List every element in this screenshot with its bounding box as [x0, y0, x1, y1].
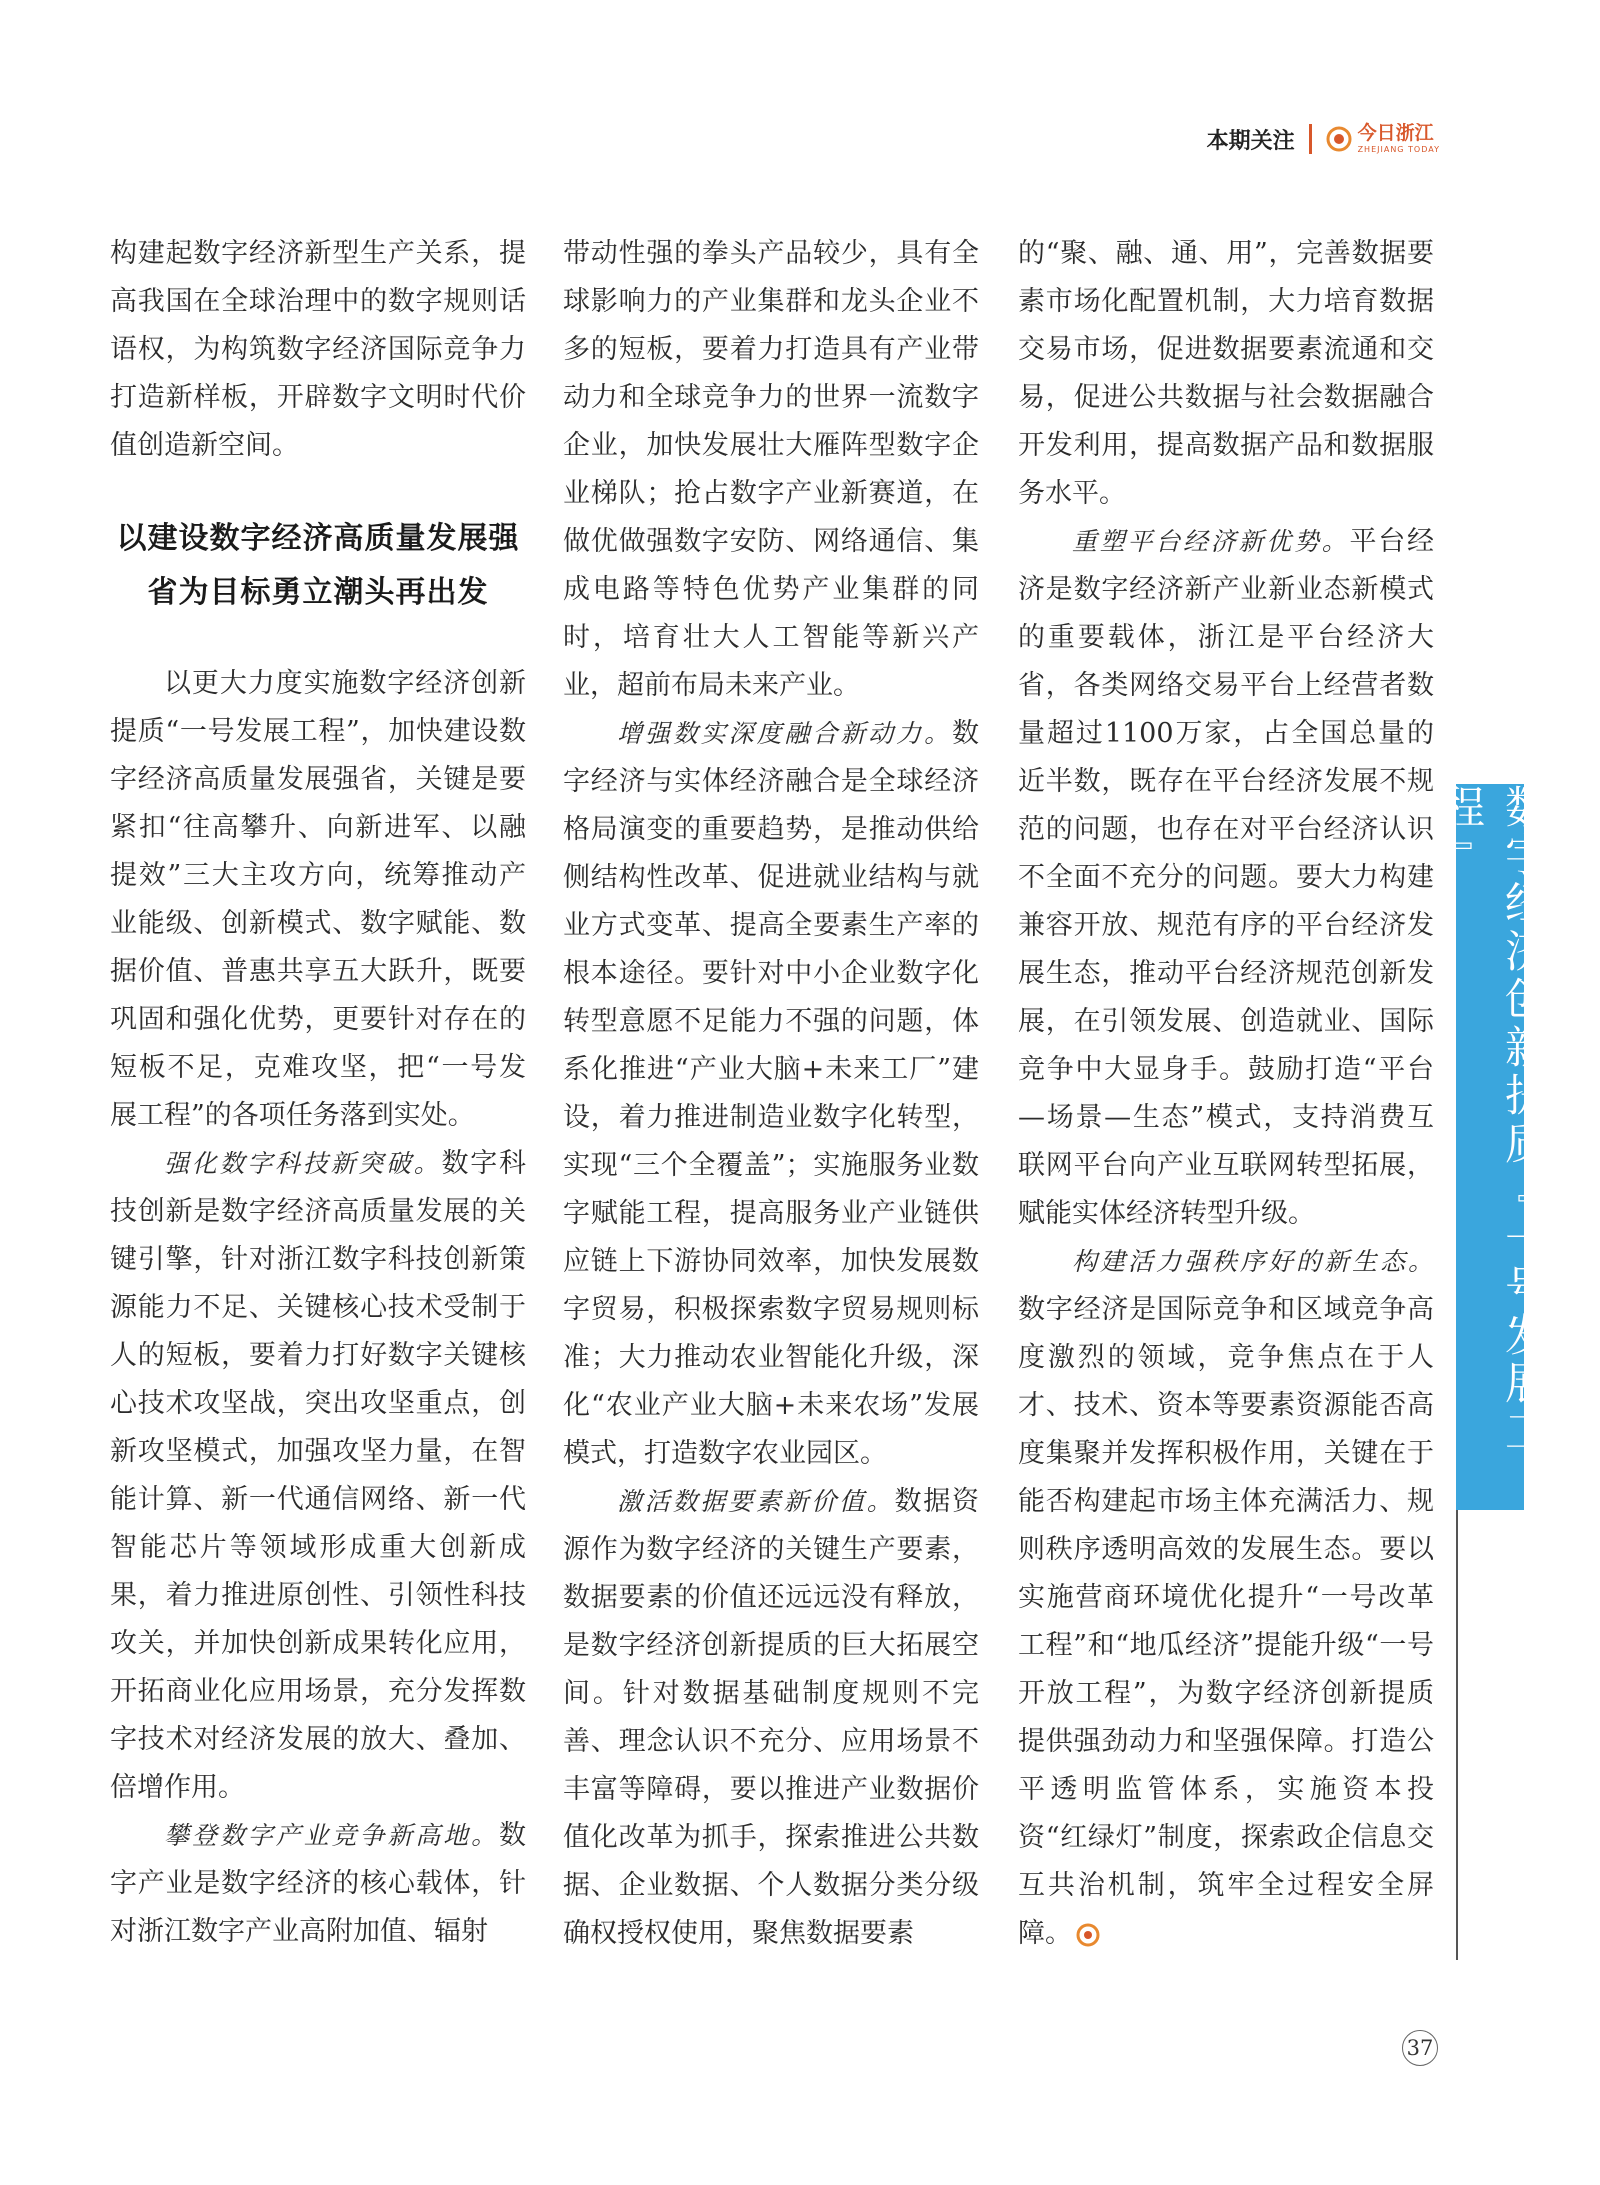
- paragraph: 带动性强的拳头产品较少，具有全球影响力的产业集群和龙头企业不多的短板，要着力打造具有产业带动力和全球竞争力的世界一流数字企业，加快发展壮大雁阵型数字企业梯队；抢占数字产业新赛道，在做优做强数字安防、网络通信、集成电路等特色优势产业集群的同时，培育壮大人工智能等新兴产业，超前布局未来产业。: [563, 238, 979, 701]
- paragraph-lead: 激活数据要素新价值。: [617, 1487, 895, 1516]
- paragraph: [110, 1140, 526, 1812]
- paragraph: [1018, 1238, 1434, 1958]
- paragraph: [110, 1812, 526, 1956]
- sidebar-title: 数字经济创新提质『一号发展工程』: [1433, 784, 1548, 1456]
- article-end-icon: [1076, 1923, 1100, 1947]
- paragraph: [563, 710, 979, 1478]
- paragraph-body: 数字经济与实体经济融合是全球经济格局演变的重要趋势，是推动供给侧结构性改革、促进就业结构与就业方式变革、提高全要素生产率的根本途径。要针对中小企业数字化转型意愿不足能力不强的问题，体系化推进“产业大脑+未来工厂”建设，着力推进制造业数字化转型，实现“三个全覆盖”；实施服务业数字赋能工程，提高服务业产业链供应链上下游协同效率，加快发展数字贸易，积极探索数字贸易规则标准；大力推动农业智能化升级，深化“农业产业大脑+未来农场”发展模式，打造数字农业园区。: [563, 718, 979, 1469]
- paragraph-body: 数字产业是数字经济的核心载体，针对浙江数字产业高附加值、辐射: [110, 1820, 526, 1947]
- brand-logo: [1326, 124, 1440, 154]
- paragraph-lead: 攀登数字产业竞争新高地。: [164, 1821, 499, 1850]
- text-column-2: [563, 230, 979, 1958]
- paragraph-lead: 重塑平台经济新优势。: [1072, 527, 1350, 556]
- paragraph-body: 数字经济是国际竞争和区域竞争高度激烈的领域，竞争焦点在于人才、技术、资本等要素资源能否高度集聚并发挥积极作用，关键在于能否构建起市场主体充满活力、规则秩序透明高效的发展生态。要以实施营商环境优化提升“一号改革工程”和“地瓜经济”提能升级“一号开放工程”，为数字经济创新提质提供强劲动力和坚强保障。打造公平透明监管体系，实施资本投资“红绿灯”制度，探索政企信息交互共治机制，筑牢全过程安全屏障。: [1018, 1294, 1434, 1949]
- paragraph: [1018, 518, 1434, 1238]
- header-divider: [1309, 124, 1312, 154]
- brand-sub: ZHEJIANG TODAY: [1357, 145, 1440, 154]
- section-subheading: 以建设数字经济高质量发展强省为目标勇立潮头再出发: [116, 521, 520, 610]
- paragraph: [563, 1478, 979, 1958]
- paragraph: 的“聚、融、通、用”，完善数据要素市场化配置机制，大力培育数据交易市场，促进数据要素流通和交易，促进公共数据与社会数据融合开发利用，提高数据产品和数据服务水平。: [1018, 238, 1434, 509]
- page-number: 37: [1402, 2030, 1438, 2066]
- paragraph-body: 数据资源作为数字经济的关键生产要素，数据要素的价值还远远没有释放，是数字经济创新提质的巨大拓展空间。针对数据基础制度规则不完善、理念认识不充分、应用场景不丰富等障碍，要以推进产业数据价值化改革为抓手，探索推进公共数据、企业数据、个人数据分类分级确权授权使用，聚焦数据要素: [563, 1486, 979, 1949]
- topic-sidebar: [1433, 784, 1548, 1510]
- paragraph-lead: 强化数字科技新突破。: [164, 1149, 442, 1178]
- brand-name: 今日浙江: [1357, 122, 1434, 144]
- page-header: [1207, 118, 1440, 160]
- brand-swirl-icon: [1326, 126, 1352, 152]
- paragraph: 以更大力度实施数字经济创新提质“一号发展工程”，加快建设数字经济高质量发展强省，关键是要紧扣“往高攀升、向新进军、以融提效”三大主攻方向，统筹推动产业能级、创新模式、数字赋能、数据价值、普惠共享五大跃升，既要巩固和强化优势，更要针对存在的短板不足，克难攻坚，把“一号发展工程”的各项任务落到实处。: [110, 668, 526, 1131]
- paragraph: 构建起数字经济新型生产关系，提高我国在全球治理中的数字规则话语权，为构筑数字经济国际竞争力打造新样板，开辟数字文明时代价值创造新空间。: [110, 238, 526, 461]
- paragraph-lead: 构建活力强秩序好的新生态。: [1072, 1247, 1434, 1276]
- text-column-3: [1018, 230, 1434, 1958]
- section-title: 本期关注: [1206, 128, 1295, 154]
- paragraph-body: 平台经济是数字经济新产业新业态新模式的重要载体，浙江是平台经济大省，各类网络交易平台上经营者数量超过1100万家，占全国总量的近半数，既存在平台经济发展不规范的问题，也存在对平台经济认识不全面不充分的问题。要大力构建兼容开放、规范有序的平台经济发展生态，推动平台经济规范创新发展，在引领发展、创造就业、国际竞争中大显身手。鼓励打造“平台—场景—生态”模式，支持消费互联网平台向产业互联网转型拓展，赋能实体经济转型升级。: [1018, 526, 1434, 1229]
- text-column-1: [110, 230, 526, 1956]
- paragraph-body: 数字科技创新是数字经济高质量发展的关键引擎，针对浙江数字科技创新策源能力不足、关键核心技术受制于人的短板，要着力打好数字关键核心技术攻坚战，突出攻坚重点，创新攻坚模式，加强攻坚力量，在智能计算、新一代通信网络、新一代智能芯片等领域形成重大创新成果，着力推进原创性、引领性科技攻关，并加快创新成果转化应用，开拓商业化应用场景，充分发挥数字技术对经济发展的放大、叠加、倍增作用。: [110, 1148, 526, 1803]
- paragraph-lead: 增强数实深度融合新动力。: [617, 719, 952, 748]
- sidebar-rule: [1456, 1510, 1458, 1960]
